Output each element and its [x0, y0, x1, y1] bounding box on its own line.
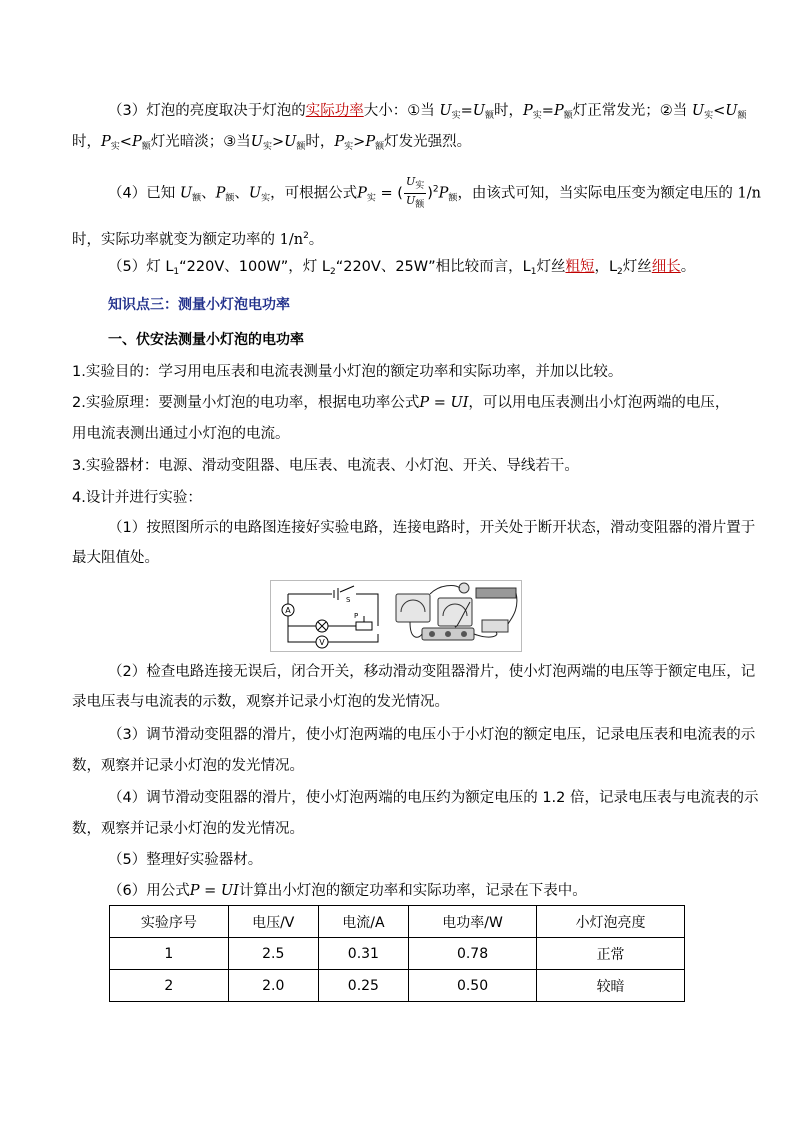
- step-4-line-2: 数，观察并记录小灯泡的发光情况。: [72, 821, 304, 837]
- item-4: 4.设计并进行实验：: [72, 490, 202, 506]
- table-header-cell: 电功率/W: [408, 906, 536, 938]
- step-3-line-2: 数，观察并记录小灯泡的发光情况。: [72, 758, 304, 774]
- thin-long-link[interactable]: 细长: [651, 259, 681, 275]
- slider-label: P: [354, 612, 359, 620]
- table-cell: 0.78: [408, 938, 536, 970]
- step-1-line-2: 最大阻值处。: [72, 550, 159, 566]
- heading-knowledge-3: 知识点三：测量小灯泡电功率: [108, 297, 290, 313]
- circuit-figure-svg: [270, 580, 522, 652]
- para-5: （5）灯 $L_1“220V$、100W”，灯 $L_2“220V$、25W”相比较而言，$L_1$灯丝粗短，$L_2$灯丝细长。: [108, 259, 696, 277]
- switch-label: S: [346, 596, 351, 604]
- step-2-line-1: （2）检查电路连接无误后，闭合开关，移动滑动变阻器滑片，使小灯泡两端的电压等于额定电压，记: [108, 664, 756, 680]
- thick-short-link[interactable]: 粗短: [565, 259, 595, 275]
- step-6: （6）用公式P = UI计算出小灯泡的额定功率和实际功率，记录在下表中。: [108, 883, 587, 899]
- para-4-line-1: （4）已知 $U_额$、$P_额$、$U_实$，可根据公式$P_实$ = ( $\frac{U_实}{U_额}$ )$^2P_额$，由该式可知，当实际电压变为额定电压的 1/n: [108, 175, 761, 210]
- table-header-row: [110, 906, 685, 938]
- table-cell: 较暗: [537, 970, 685, 1002]
- actual-power-link[interactable]: 实际功率: [305, 103, 364, 119]
- table-header-cell: 实验序号: [110, 906, 229, 938]
- table-row: [110, 938, 685, 970]
- step-2-line-2: 录电压表与电流表的示数，观察并记录小灯泡的发光情况。: [72, 694, 449, 710]
- table-header-cell: 电压/V: [228, 906, 318, 938]
- ammeter-label: A: [285, 606, 291, 615]
- section-heading-1: 一、伏安法测量小灯泡的电功率: [108, 332, 304, 348]
- step-5: （5）整理好实验器材。: [108, 852, 263, 868]
- table-cell: 0.31: [318, 938, 408, 970]
- table-cell: 2.5: [228, 938, 318, 970]
- step-1-line-1: （1）按照图所示的电路图连接好实验电路，连接电路时，开关处于断开状态，滑动变阻器的滑片置于: [108, 520, 756, 536]
- step-3-line-1: （3）调节滑动变阻器的滑片，使小灯泡两端的电压小于小灯泡的额定电压，记录电压表和电流表的示: [108, 727, 756, 743]
- table-cell: 2: [110, 970, 229, 1002]
- item-2-line-2: 用电流表测出通过小灯泡的电流。: [72, 426, 290, 442]
- table-header-cell: 电流/A: [318, 906, 408, 938]
- item-1: 1.实验目的：学习用电压表和电流表测量小灯泡的额定功率和实际功率，并加以比较。: [72, 364, 623, 380]
- table-cell: 正常: [537, 938, 685, 970]
- table-row: [110, 970, 685, 1002]
- voltmeter-label: V: [319, 638, 325, 647]
- item-3: 3.实验器材：电源、滑动变阻器、电压表、电流表、小灯泡、开关、导线若干。: [72, 458, 579, 474]
- voltage-ratio-fraction: $\frac{U_实}{U_额}$: [405, 175, 425, 210]
- circuit-figure: [270, 580, 522, 652]
- para-3-line-2: 时，$P_实<P_额$灯光暗淡；③当$U_实>U_额$时，$P_实>P_额$灯发光强烈。: [72, 134, 472, 152]
- table-cell: 0.50: [408, 970, 536, 1002]
- table-cell: 0.25: [318, 970, 408, 1002]
- para-4-line-2: 时，实际功率就变为额定功率的 $1/n^2$。: [72, 231, 324, 248]
- results-table: [109, 905, 685, 1002]
- table-header-cell: 小灯泡亮度: [537, 906, 685, 938]
- item-2-line-1: 2.实验原理：要测量小灯泡的电功率，根据电功率公式P = UI，可以用电压表测出小灯泡两端的电压，: [72, 395, 730, 411]
- table-cell: 2.0: [228, 970, 318, 1002]
- step-4-line-1: （4）调节滑动变阻器的滑片，使小灯泡两端的电压约为额定电压的 1.2 倍，记录电压表与电流表的示: [108, 790, 759, 806]
- para-3-line-1: （3）灯泡的亮度取决于灯泡的实际功率大小：①当 $U_实=U_额$时，$P_实=P_额$灯正常发光；②当 $U_实<U_额$: [108, 103, 747, 121]
- table-cell: 1: [110, 938, 229, 970]
